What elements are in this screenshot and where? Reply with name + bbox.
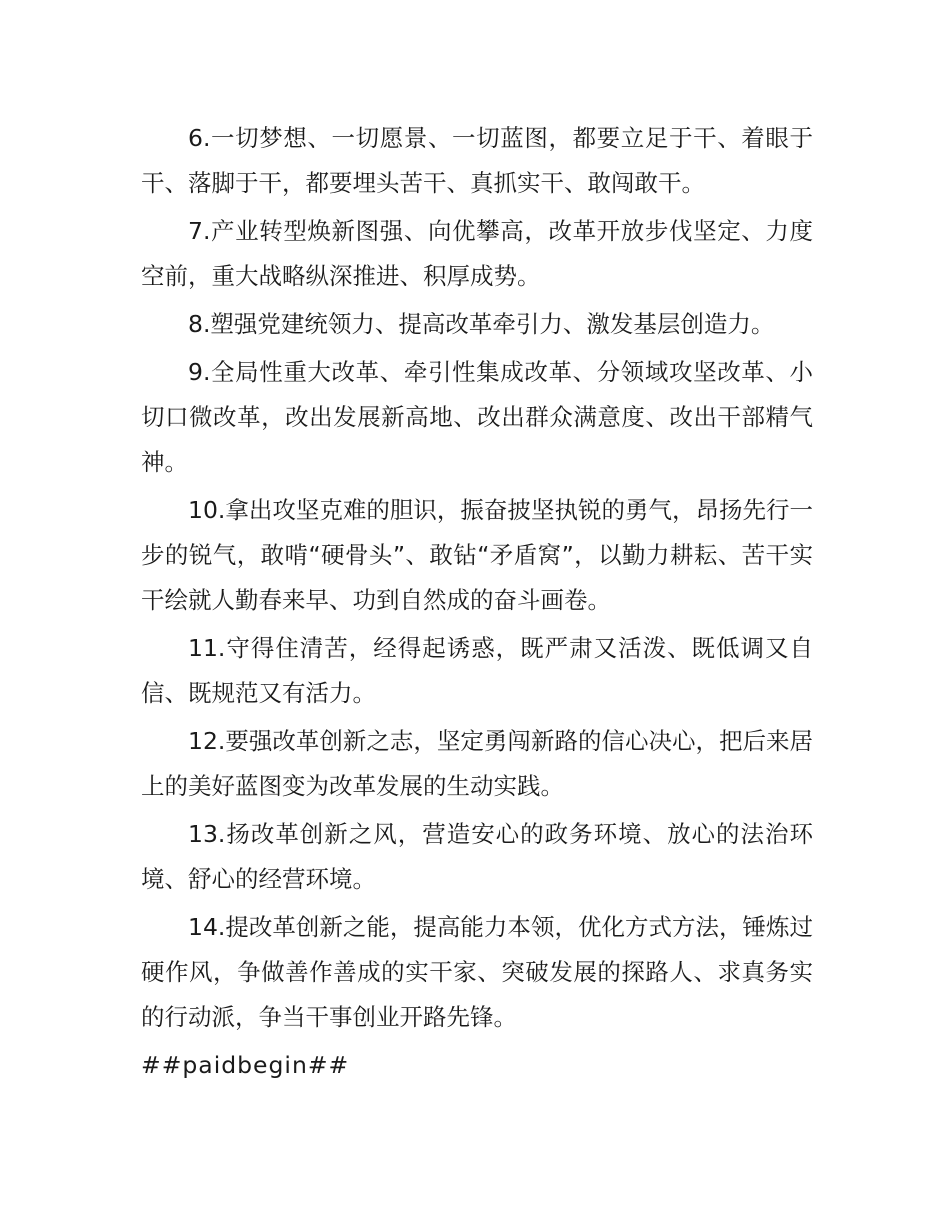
paragraph-9: 9.全局性重大改革、牵引性集成改革、分领域攻坚改革、小切口微改革，改出发展新高地、改出群众满意度、改出干部精气神。 — [141, 358, 813, 476]
paid-begin-marker: ##paidbegin## — [141, 1051, 350, 1079]
paragraph-6: 6.一切梦想、一切愿景、一切蓝图，都要立足于干、着眼于干、落脚于干，都要埋头苦干、真抓实干、敢闯敢干。 — [141, 124, 813, 197]
paragraph-11: 11.守得住清苦，经得起诱惑，既严肃又活泼、既低调又自信、既规范又有活力。 — [141, 634, 813, 707]
document-body — [141, 116, 813, 1088]
paragraph-13: 13.扬改革创新之风，营造安心的政务环境、放心的法治环境、舒心的经营环境。 — [141, 820, 813, 893]
paragraph-8: 8.塑强党建统领力、提高改革牵引力、激发基层创造力。 — [188, 310, 775, 338]
paragraph-14: 14.提改革创新之能，提高能力本领，优化方式方法，锤炼过硬作风，争做善作善成的实干家、突破发展的探路人、求真务实的行动派，争当干事创业开路先锋。 — [141, 913, 813, 1031]
paragraph-7: 7.产业转型焕新图强、向优攀高，改革开放步伐坚定、力度空前，重大战略纵深推进、积厚成势。 — [141, 217, 813, 290]
paragraph-10: 10.拿出攻坚克难的胆识，振奋披坚执锐的勇气，昂扬先行一步的锐气，敢啃“硬骨头”、敢钻“矛盾窝”，以勤力耕耘、苦干实干绘就人勤春来早、功到自然成的奋斗画卷。 — [141, 496, 813, 614]
paragraph-12: 12.要强改革创新之志，坚定勇闯新路的信心决心，把后来居上的美好蓝图变为改革发展的生动实践。 — [141, 727, 813, 800]
